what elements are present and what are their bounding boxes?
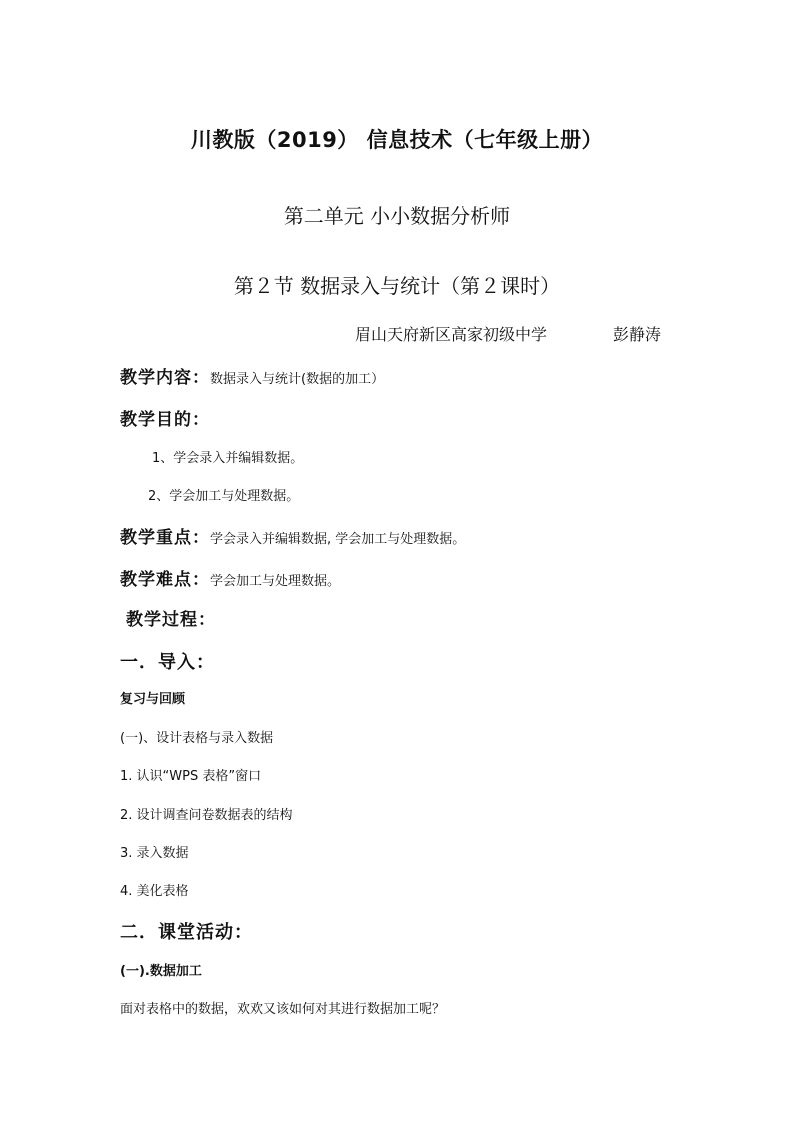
goal-item-2: 2、学会加工与处理数据。: [148, 489, 300, 504]
author-name: 彭静涛: [613, 325, 662, 344]
teaching-content-label: 教学内容：: [120, 368, 210, 388]
review-title: 复习与回顾: [120, 692, 186, 707]
part2-heading: 二．课堂活动：: [120, 922, 253, 943]
teaching-goals-label: 教学目的：: [120, 410, 210, 430]
difficulties: [120, 565, 340, 590]
key-points-label: 教学重点：: [120, 528, 210, 548]
key-points-text: 学会录入并编辑数据, 学会加工与处理数据。: [210, 532, 466, 547]
section-title: 第２节 数据录入与统计（第２课时）: [233, 274, 561, 298]
part1-item-2: 2. 设计调查问卷数据表的结构: [120, 808, 293, 823]
part1-heading: 一．导入：: [120, 652, 215, 673]
part1-subheading: (一)、设计表格与录入数据: [120, 731, 274, 746]
unit-title: 第二单元 小小数据分析师: [283, 204, 511, 228]
key-points: [120, 523, 465, 548]
part1-item-1: 1. 认识“WPS 表格”窗口: [120, 769, 262, 784]
teaching-content-text: 数据录入与统计(数据的加工）: [210, 372, 385, 387]
author-school: 眉山天府新区高家初级中学: [355, 325, 548, 344]
process-label: 教学过程：: [126, 610, 216, 630]
part2-subheading: (一).数据加工: [120, 964, 202, 979]
difficulties-text: 学会加工与处理数据。: [210, 574, 341, 589]
part2-text: 面对表格中的数据，欢欢又该如何对其进行数据加工呢？: [120, 1002, 446, 1017]
goal-item-1: 1、学会录入并编辑数据。: [152, 451, 304, 466]
document-title: 川教版（2019） 信息技术（七年级上册）: [190, 128, 604, 152]
difficulties-label: 教学难点：: [120, 570, 210, 590]
teaching-content: [120, 363, 384, 388]
part1-item-3: 3. 录入数据: [120, 846, 189, 861]
part1-item-4: 4. 美化表格: [120, 884, 189, 899]
